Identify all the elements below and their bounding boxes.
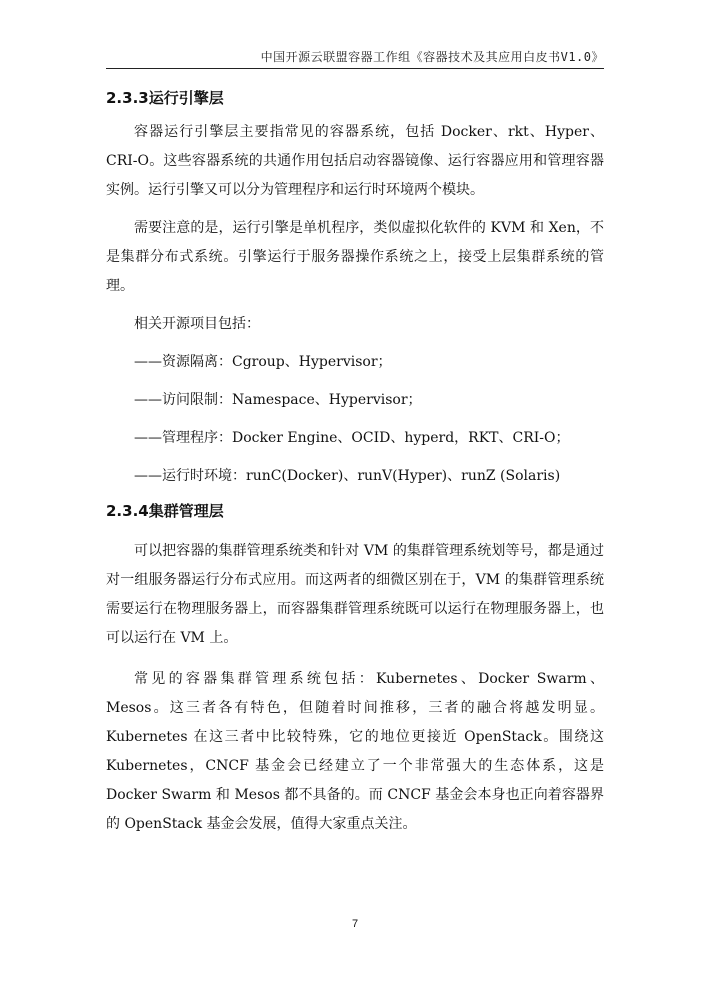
header-rule (106, 68, 604, 69)
list-item: ——运行时环境：runC(Docker)、runV(Hyper)、runZ (Solaris) (134, 468, 561, 484)
section-heading-2-3-4: 2.3.4集群管理层 (106, 502, 224, 520)
page-number: 7 (351, 918, 359, 930)
paragraph: 需要注意的是，运行引擎是单机程序，类似虚拟化软件的 KVM 和 Xen，不是集群分布式系统。引擎运行于服务器操作系统之上，接受上层集群系统的管理。 (106, 220, 604, 294)
page-body (106, 80, 604, 839)
paragraph: 可以把容器的集群管理系统类和针对 VM 的集群管理系统划等号，都是通过对一组服务器运行分布式应用。而这两者的细微区别在于，VM 的集群管理系统需要运行在物理服务器上，而容器集群管理系统既可以运行在物理服务器上，也可以运行在 VM 上。 (106, 543, 604, 646)
paragraph: 相关开源项目包括： (134, 316, 260, 332)
list-item: ——资源隔离：Cgroup、Hypervisor； (134, 354, 392, 370)
list-item: ——管理程序：Docker Engine、OCID、hyperd，RKT、CRI-O； (134, 430, 570, 446)
paragraph: 容器运行引擎层主要指常见的容器系统，包括 Docker、rkt、Hyper、CRI-O。这些容器系统的共通作用包括启动容器镜像、运行容器应用和管理容器实例。运行引擎又可以分为管理程序和运行时环境两个模块。 (106, 124, 604, 198)
list-item: ——访问限制：Namespace、Hypervisor； (134, 392, 422, 408)
running-header: 中国开源云联盟容器工作组《容器技术及其应用白皮书V1.0》 (260, 50, 604, 64)
section-heading-2-3-3: 2.3.3运行引擎层 (106, 89, 224, 107)
paragraph: 常见的容器集群管理系统包括：Kubernetes、Docker Swarm、Mesos。这三者各有特色，但随着时间推移，三者的融合将越发明显。Kubernetes 在这三者中比较特殊，它的地位更接近 OpenStack。围绕这 Kubernetes，CNCF 基金会已经建立了一个非常强大的生态体系，这是 Docker Swarm 和 Mesos 都不具备的。而 CNCF 基金会本身也正向着容器界的 OpenStack 基金会发展，值得大家重点关注。 (106, 671, 604, 832)
